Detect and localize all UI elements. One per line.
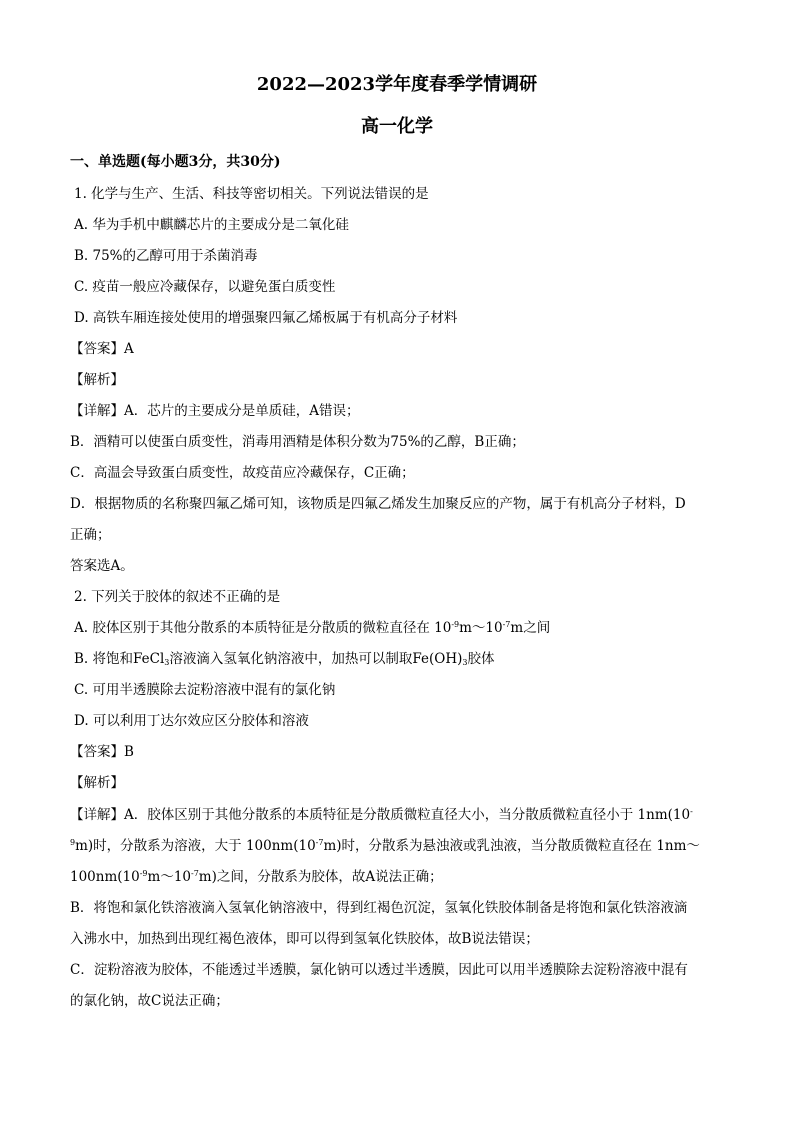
section-heading: 一、单选题(每小题3分，共30分) — [70, 154, 281, 170]
page-subtitle: 高一化学 — [361, 116, 433, 137]
question-2-detail-a-line3: $100nm(10^{-9}m\sim 10^{-7}m)$之间，分散系为胶体，故A说法正确； — [70, 869, 443, 885]
question-2-detail-c-line2: 的氯化钠，故C说法正确； — [70, 993, 229, 1009]
question-2-option-a: A. 胶体区别于其他分散系的本质特征是分散质的微粒直径在 $10^{-9}m\sim 10^{-7}m$之间 — [74, 620, 551, 636]
question-2-stem: 2. 下列关于胶体的叙述不正确的是 — [74, 589, 281, 605]
question-1-answer: 【答案】A — [70, 341, 134, 357]
question-1-conclusion: 答案选A。 — [70, 558, 134, 574]
question-1-option-d: D. 高铁车厢连接处使用的增强聚四氟乙烯板属于有机高分子材料 — [74, 310, 458, 326]
question-1-option-c: C. 疫苗一般应冷藏保存，以避免蛋白质变性 — [74, 279, 336, 295]
question-1-detail-d-cont: 正确； — [70, 527, 111, 543]
question-2-option-b: B. 将饱和FeCl$_3$溶液滴入氢氧化钠溶液中，加热可以制取$Fe(OH)_3$胶体 — [74, 651, 495, 667]
question-2-detail-a-line2: $^9$m)时，分散系为溶液，大于 $100nm(10^{-7}m)$时，分散系为悬浊液或乳浊液，当分散质微粒直径在 1nm～ — [70, 838, 700, 854]
question-2-option-d: D. 可以利用丁达尔效应区分胶体和溶液 — [74, 713, 309, 729]
question-1-stem: 1. 化学与生产、生活、科技等密切相关。下列说法错误的是 — [74, 186, 429, 202]
question-1-detail-b: B．酒精可以使蛋白质变性，消毒用酒精是体积分数为75%的乙醇，B正确； — [70, 434, 525, 450]
question-1-option-b: B. 75%的乙醇可用于杀菌消毒 — [74, 248, 258, 264]
question-1-detail-d: D．根据物质的名称聚四氟乙烯可知，该物质是四氟乙烯发生加聚反应的产物，属于有机高分子材料，D — [70, 496, 686, 512]
page-title: 2022—2023学年度春季学情调研 — [256, 74, 538, 95]
question-2-detail-c-line1: C．淀粉溶液为胶体，不能透过半透膜，氯化钠可以透过半透膜，因此可以用半透膜除去淀粉溶液中混有 — [70, 962, 688, 978]
question-1-option-a: A. 华为手机中麒麟芯片的主要成分是二氧化硅 — [74, 217, 349, 233]
question-1-detail-c: C．高温会导致蛋白质变性，故疫苗应冷藏保存，C正确； — [70, 465, 415, 481]
question-2-analysis-label: 【解析】 — [70, 775, 124, 791]
question-2-detail-b-line2: 入沸水中，加热到出现红褐色液体，即可以得到氢氧化铁胶体，故B说法错误； — [70, 931, 539, 947]
question-2-answer: 【答案】B — [70, 744, 134, 760]
question-2-detail-a-line1: 【详解】A．胶体区别于其他分散系的本质特征是分散质微粒直径大小，当分散质微粒直径小于 1nm(10- — [70, 807, 693, 823]
question-1-analysis-label: 【解析】 — [70, 372, 124, 388]
question-2-detail-b-line1: B．将饱和氯化铁溶液滴入氢氧化钠溶液中，得到红褐色沉淀，氢氧化铁胶体制备是将饱和氯化铁溶液滴 — [70, 900, 688, 916]
question-1-detail-a: 【详解】A．芯片的主要成分是单质硅，A错误； — [70, 403, 360, 419]
question-2-option-c: C. 可用半透膜除去淀粉溶液中混有的氯化钠 — [74, 682, 336, 698]
